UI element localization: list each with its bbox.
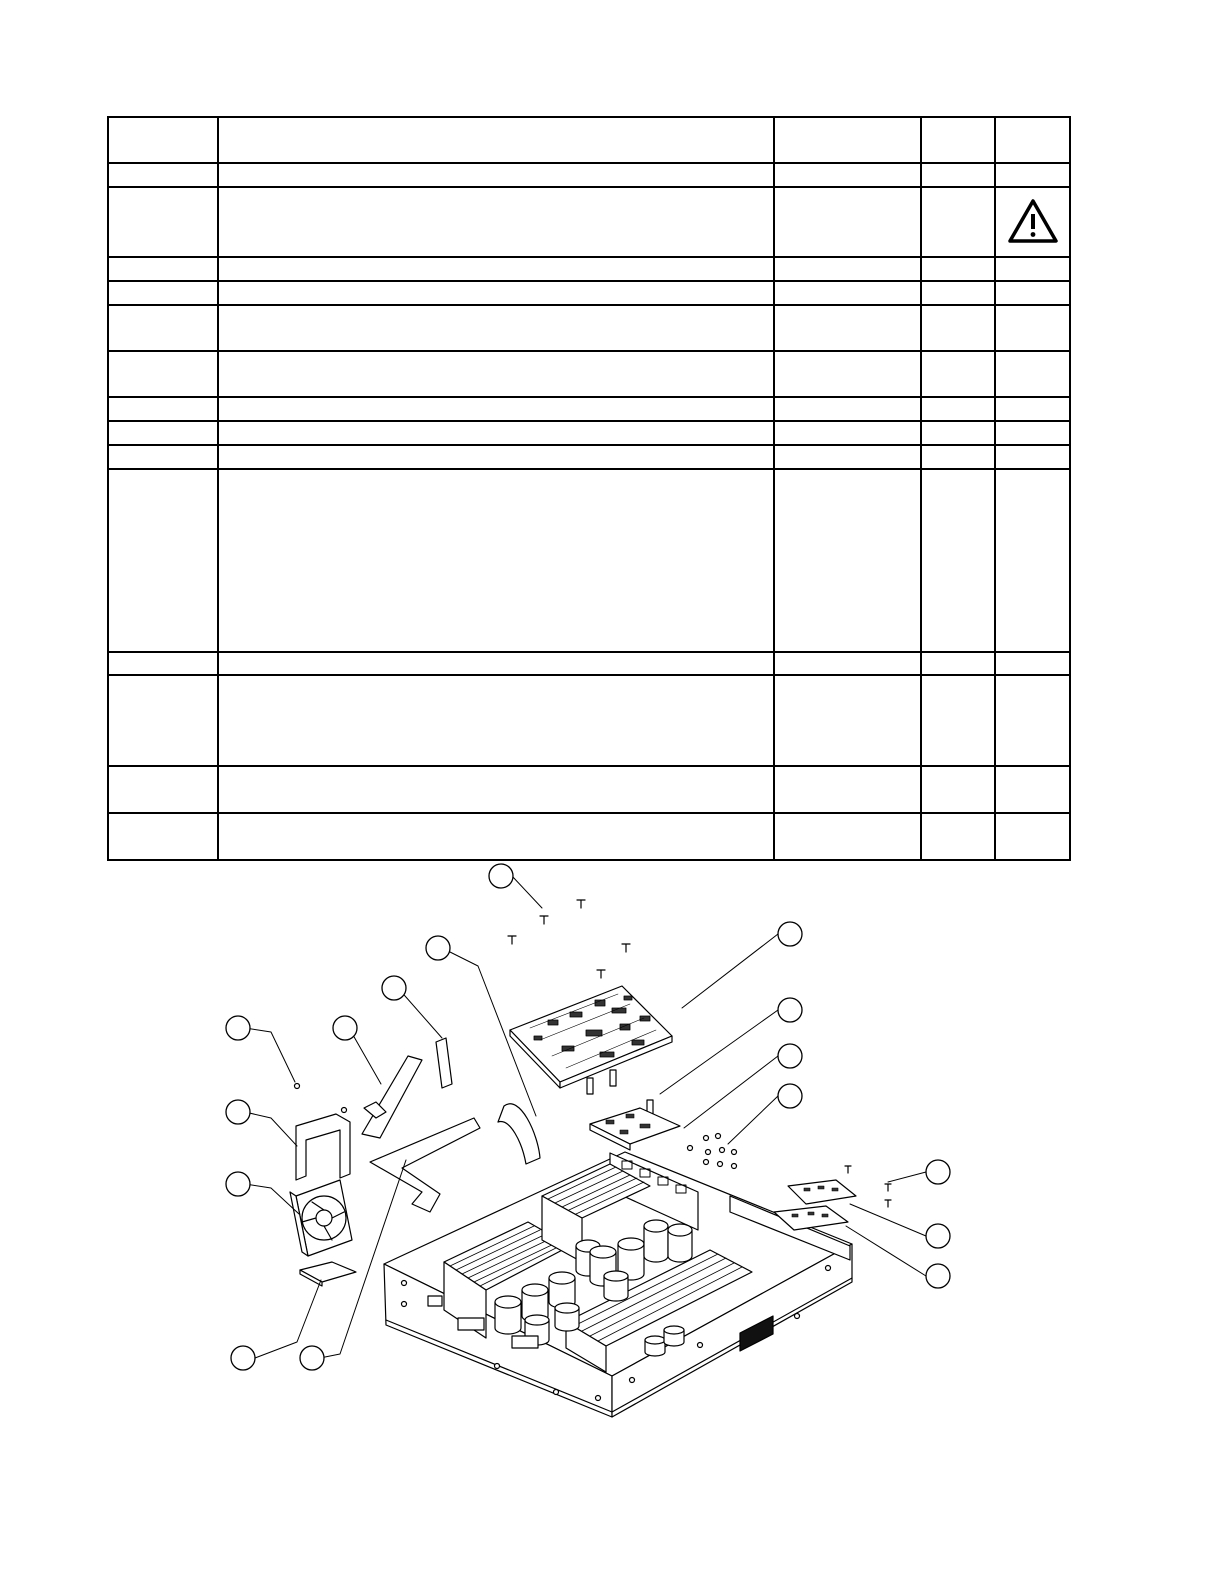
table-cell (218, 652, 774, 675)
table-cell (774, 257, 921, 281)
table-cell (921, 351, 995, 397)
parts-list-table (107, 116, 1071, 861)
table-cell (995, 281, 1070, 305)
table-row (108, 766, 1070, 813)
table-cell (921, 766, 995, 813)
callout-circle (778, 998, 802, 1022)
table-cell (995, 397, 1070, 421)
table-cell (108, 305, 218, 351)
table-cell (921, 652, 995, 675)
table-cell (921, 421, 995, 445)
table-cell (218, 421, 774, 445)
table-row (108, 163, 1070, 187)
table-cell (921, 397, 995, 421)
table-row (108, 187, 1070, 257)
table-cell (774, 281, 921, 305)
table-cell (774, 163, 921, 187)
callout-circle (778, 1084, 802, 1108)
table-cell (774, 766, 921, 813)
main-pcb (510, 986, 672, 1088)
side-brackets (774, 1166, 891, 1230)
thermal-pad (300, 1262, 356, 1286)
table-cell (108, 257, 218, 281)
table-row (108, 257, 1070, 281)
table-cell (774, 469, 921, 652)
table-cell (108, 163, 218, 187)
callout-circle (926, 1160, 950, 1184)
flat-cable-b (436, 1038, 452, 1088)
table-cell (995, 652, 1070, 675)
callout-circle (300, 1346, 324, 1370)
small-pcb (590, 1108, 680, 1150)
warning-triangle-icon (1007, 198, 1059, 244)
table-cell (108, 469, 218, 652)
table-cell (218, 305, 774, 351)
table-cell (218, 187, 774, 257)
callout-circle (226, 1100, 250, 1124)
callout-circle (778, 1044, 802, 1068)
header-cell (995, 117, 1070, 163)
table-cell (921, 469, 995, 652)
table-cell (774, 421, 921, 445)
table-cell (774, 813, 921, 860)
table-cell (218, 257, 774, 281)
table-cell (774, 351, 921, 397)
table-cell (108, 766, 218, 813)
cooling-fan (290, 1180, 352, 1256)
table-cell (995, 257, 1070, 281)
table-row (108, 675, 1070, 766)
callout-circle (333, 1016, 357, 1040)
table-cell (995, 421, 1070, 445)
table-cell (108, 652, 218, 675)
table-row (108, 445, 1070, 469)
table-cell (108, 421, 218, 445)
table-cell (218, 397, 774, 421)
screws-top (508, 900, 630, 978)
table-cell (774, 652, 921, 675)
callout-circle (926, 1264, 950, 1288)
table-row (108, 813, 1070, 860)
callout-circle (426, 936, 450, 960)
table-header-row (108, 117, 1070, 163)
fan-bracket (296, 1114, 350, 1180)
table-cell (218, 163, 774, 187)
table-cell (774, 305, 921, 351)
table-cell (108, 445, 218, 469)
table-cell (921, 257, 995, 281)
callout-circle (778, 922, 802, 946)
callout-circle (489, 864, 513, 888)
table-cell (921, 281, 995, 305)
table-cell (774, 187, 921, 257)
table-row (108, 421, 1070, 445)
flat-cable-a (362, 1056, 422, 1138)
table-cell (108, 187, 218, 257)
table-cell (218, 351, 774, 397)
table-cell (108, 397, 218, 421)
flat-cable-d (370, 1118, 480, 1212)
table-cell (218, 813, 774, 860)
table-cell (921, 813, 995, 860)
table-cell (921, 675, 995, 766)
table-cell (995, 766, 1070, 813)
table-cell (774, 675, 921, 766)
screw-cluster (688, 1134, 737, 1169)
table-cell (995, 813, 1070, 860)
flat-cable-c (498, 1104, 540, 1164)
table-cell (108, 281, 218, 305)
table-cell (108, 351, 218, 397)
header-cell (921, 117, 995, 163)
table-row (108, 397, 1070, 421)
table-cell (995, 351, 1070, 397)
table-cell (995, 445, 1070, 469)
header-cell (218, 117, 774, 163)
table-cell (921, 445, 995, 469)
callout-circle (926, 1224, 950, 1248)
table-cell (995, 163, 1070, 187)
header-cell (108, 117, 218, 163)
bracket-screw (295, 1084, 347, 1113)
exploded-view-drawing (200, 858, 1000, 1418)
table-cell (218, 675, 774, 766)
callout-circle (382, 976, 406, 1000)
table-row (108, 281, 1070, 305)
table-cell (995, 187, 1070, 257)
table-row (108, 351, 1070, 397)
table-cell (218, 469, 774, 652)
table-row (108, 469, 1070, 652)
callout-circle (226, 1172, 250, 1196)
table-cell (218, 281, 774, 305)
table-cell (108, 813, 218, 860)
table-cell (995, 305, 1070, 351)
table-cell (218, 445, 774, 469)
table-cell (774, 397, 921, 421)
callout-circle (231, 1346, 255, 1370)
table-cell (218, 766, 774, 813)
table-cell (774, 445, 921, 469)
table-cell (921, 305, 995, 351)
callout-circle (226, 1016, 250, 1040)
table-cell (921, 187, 995, 257)
table-cell (921, 163, 995, 187)
table-row (108, 652, 1070, 675)
table-cell (995, 675, 1070, 766)
table-cell (995, 469, 1070, 652)
table-cell (108, 675, 218, 766)
table-row (108, 305, 1070, 351)
header-cell (774, 117, 921, 163)
